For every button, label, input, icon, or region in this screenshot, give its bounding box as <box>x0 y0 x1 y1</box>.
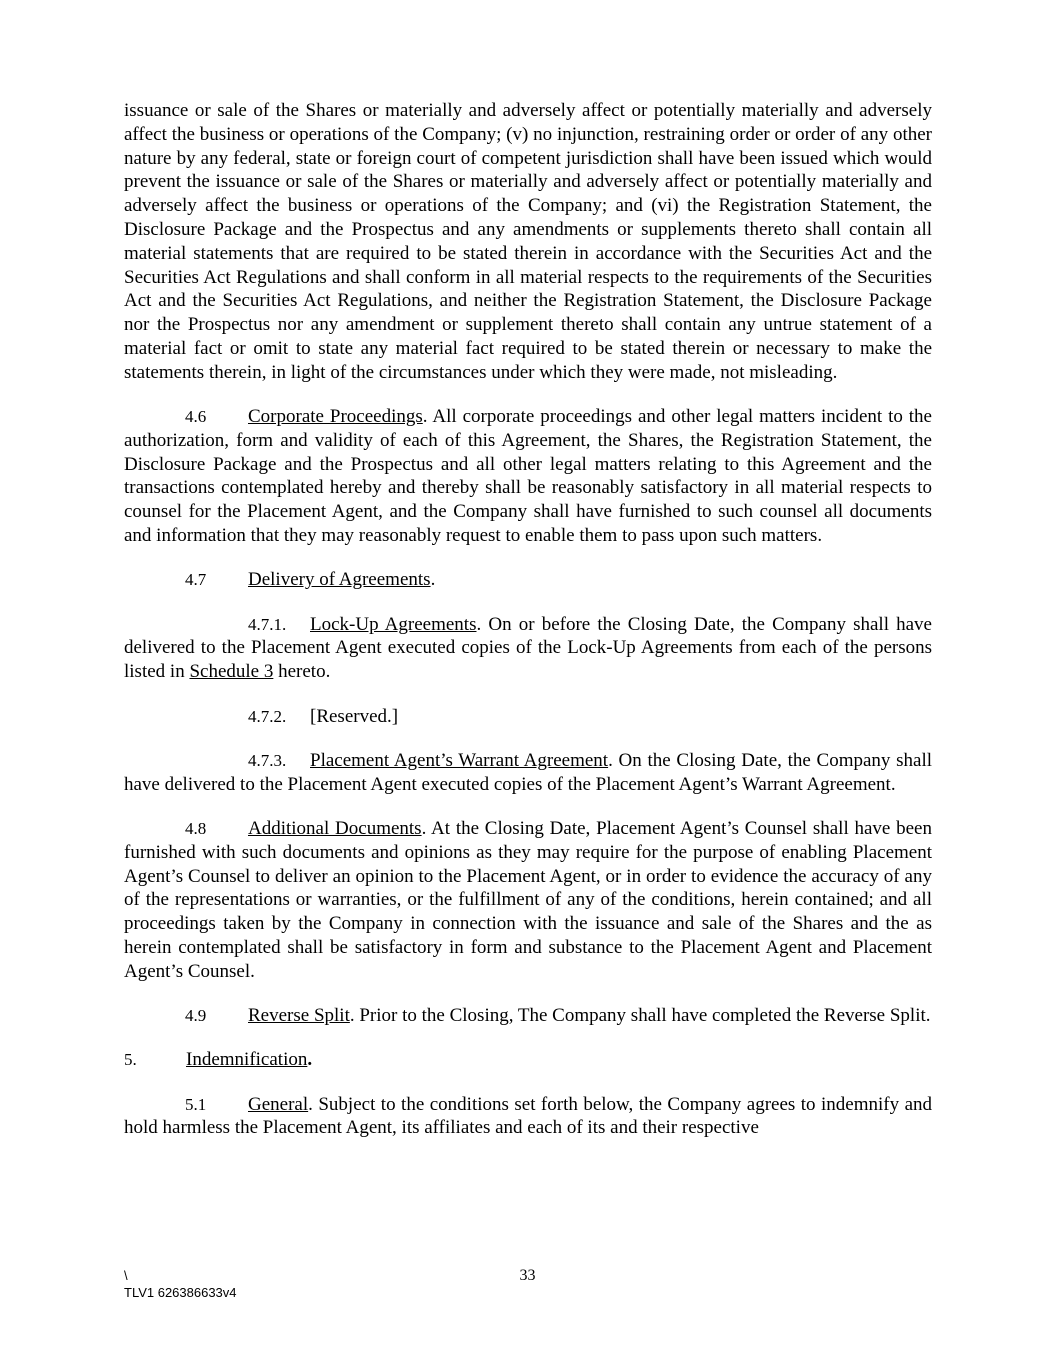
section-text: [Reserved.] <box>310 705 399 727</box>
section-text: . On or before the Closing Date, the Company shall have delivered to the Placement Agent executed copies of the Lock-Up Agreements from each of the persons listed in <box>124 613 932 683</box>
schedule-3-reference: Schedule 3 <box>189 661 274 683</box>
section-number: 5.1 <box>185 1094 207 1114</box>
section-text: . At the Closing Date, Placement Agent’s Counsel shall have been furnished with such documents and opinions as they may require for the purpose of enabling Placement Agent’s Counsel to deliver an opinion to the Placement Agent, or in order to evidence the accuracy of any of the representations or warranties, or the fulfillment of any of the conditions, herein contained; and all proceedings taken by the Company in connection with the issuance and sale of the Shares and the as herein contemplated shall be satisfactory in form and substance to the Placement Agent and Placement Agent’s Counsel. <box>124 817 932 982</box>
section-4-6 <box>124 405 932 548</box>
section-heading: Lock-Up Agreements <box>310 613 477 635</box>
footer-backslash: \ <box>124 1268 128 1283</box>
section-heading: Additional Documents <box>248 817 422 839</box>
section-number: 5. <box>124 1050 137 1070</box>
section-number: 4.9 <box>185 1006 207 1025</box>
section-4-9 <box>124 1004 932 1028</box>
page-number: 33 <box>519 1267 536 1284</box>
section-text: . Subject to the conditions set forth below, the Company agrees to indemnify and hold harmless the Placement Agent, its affiliates and each of its and their respective <box>124 1093 932 1139</box>
section-5 <box>124 1048 932 1072</box>
section-heading: Delivery of Agreements <box>248 569 431 591</box>
paragraph-text: issuance or sale of the Shares or materially and adversely affect or potentially materially and adversely affect the business or operations of the Company; (v) no injunction, restraining order or order of any other nature by any federal, state or foreign court of competent jurisdiction shall have been issued which would prevent the issuance or sale of the Shares or materially and adversely affect or potentially materially and adversely affect the business or operations of the Company; and (vi) the Registration Statement, the Disclosure Package and the Prospectus and any amendments or supplements thereto shall contain all material statements that are required to be stated therein in accordance with the Securities Act and the Securities Act Regulations and shall conform in all material respects to the requirements of the Securities Act and the Securities Act Regulations, and neither the Registration Statement, the Disclosure Package nor the Prospectus nor any amendment or supplement thereto shall contain any untrue statement of a material fact or omit to state any material fact required to be stated therein or necessary to make the statements therein, in light of the circumstances under which they were made, not misleading. <box>124 100 932 383</box>
section-text: . <box>430 569 436 591</box>
footer-doc-id: TLV1 626386633v4 <box>124 1285 237 1300</box>
section-text-end: hereto. <box>273 661 331 683</box>
paragraph-continuation <box>124 99 932 385</box>
document-body <box>124 99 932 1161</box>
section-4-7-1 <box>124 613 932 684</box>
section-4-7-3 <box>124 749 932 797</box>
section-number: 4.7.3. <box>248 750 287 770</box>
section-heading: Placement Agent’s Warrant Agreement <box>310 749 609 771</box>
section-heading: General <box>248 1093 309 1115</box>
section-heading: Corporate Proceedings <box>248 406 423 428</box>
section-text: . Prior to the Closing, The Company shall have completed the Reverse Split. <box>349 1005 931 1026</box>
section-text: . All corporate proceedings and other legal matters incident to the authorization, form and validity of each of this Agreement, the Shares, the Registration Statement, the Disclosure Package and the Prospectus and all other legal matters relating to this Agreement and the transactions contemplated hereby and thereby shall be reasonably satisfactory in all material respects to counsel for the Placement Agent, and the Company shall have furnished to such counsel all documents and information that they may reasonably request to enable them to pass upon such matters. <box>124 406 932 547</box>
section-heading: Reverse Split <box>248 1005 350 1026</box>
section-4-7 <box>124 568 932 592</box>
section-number: 4.7.1. <box>248 614 287 634</box>
section-number: 4.7.2. <box>248 706 287 726</box>
section-4-7-2 <box>124 705 932 729</box>
section-number: 4.6 <box>185 407 207 427</box>
section-heading-period: . <box>307 1049 313 1071</box>
section-number: 4.7 <box>185 570 207 590</box>
section-5-1 <box>124 1093 932 1141</box>
section-4-8 <box>124 817 932 984</box>
section-text: . On the Closing Date, the Company shall have delivered to the Placement Agent executed copies of the Placement Agent’s Warrant Agreement. <box>124 749 933 795</box>
section-heading: Indemnification <box>186 1049 308 1071</box>
section-number: 4.8 <box>185 818 207 838</box>
